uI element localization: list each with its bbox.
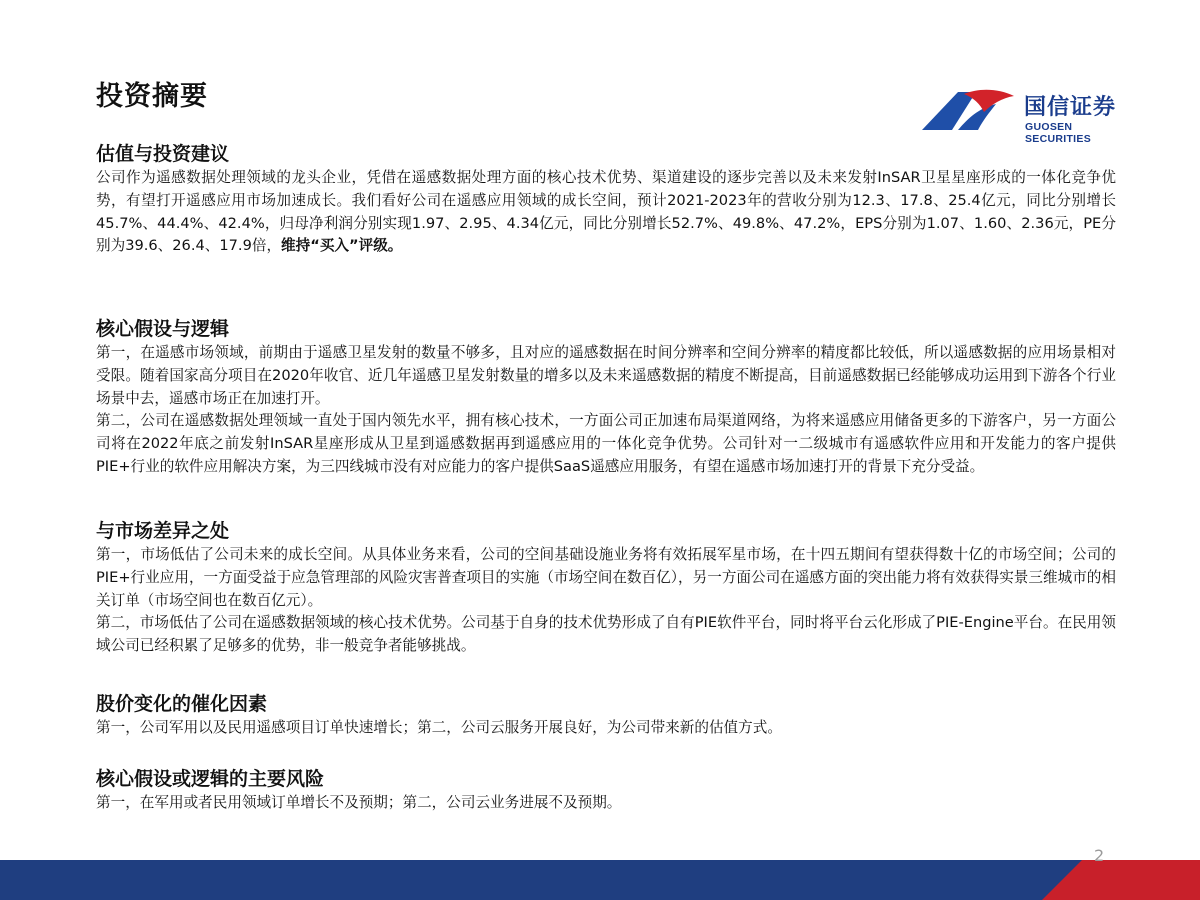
company-logo <box>918 80 1138 145</box>
footer-accent <box>1042 860 1082 900</box>
section-paragraph <box>96 167 1116 258</box>
section-core-logic <box>96 316 1116 479</box>
section-paragraph: 第二，市场低估了公司在遥感数据领域的核心技术优势。公司基于自身的技术优势形成了自有PIE软件平台，同时将平台云化形成了PIE-Engine平台。在民用领域公司已经积累了足够多的优势，非一般竞争者能够挑战。 <box>96 614 1116 655</box>
page-title: 投资摘要 <box>96 81 208 112</box>
section-valuation <box>96 141 1116 258</box>
section-heading: 核心假设或逻辑的主要风险 <box>96 768 325 790</box>
section-heading: 与市场差异之处 <box>96 520 230 542</box>
section-paragraph: 第一，在军用或者民用领域订单增长不及预期；第二，公司云业务进展不及预期。 <box>96 794 622 811</box>
logo-english-name: GUOSEN SECURITIES <box>1025 121 1092 145</box>
section-paragraph: 第一，市场低估了公司未来的成长空间。从具体业务来看，公司的空间基础设施业务将有效拓展军星市场，在十四五期间有望获得数十亿的市场空间；公司的PIE+行业应用，一方面受益于应急管理部的风险灾害普查项目的实施（市场空间在数百亿），另一方面公司在遥感方面的突出能力将有效获得实景三维城市的相关订单（市场空间也在数百亿元）。 <box>96 546 1116 609</box>
section-catalysts <box>96 691 1116 740</box>
section-paragraph: 第一，公司军用以及民用遥感项目订单快速增长；第二，公司云服务开展良好，为公司带来新的估值方式。 <box>96 719 782 736</box>
section-paragraph: 第二，公司在遥感数据处理领域一直处于国内领先水平，拥有核心技术，一方面公司正加速布局渠道网络，为将来遥感应用储备更多的下游客户，另一方面公司将在2022年底之前发射InSAR星座形成从卫星到遥感数据再到遥感应用的一体化竞争优势。公司针对一二级城市有遥感软件应用和开发能力的客户提供PIE+行业的软件应用解决方案，为三四线城市没有对应能力的客户提供SaaS遥感应用服务，有望在遥感市场加速打开的背景下充分受益。 <box>96 412 1116 475</box>
section-paragraph: 第一，在遥感市场领域，前期由于遥感卫星发射的数量不够多，且对应的遥感数据在时间分辨率和空间分辨率的精度都比较低，所以遥感数据的应用场景相对受限。随着国家高分项目在2020年收官、近几年遥感卫星发射数量的增多以及未来遥感数据的精度不断提高，目前遥感数据已经能够成功运用到下游各个行业场景中去，遥感市场正在加速打开。 <box>96 344 1116 407</box>
page-number: 2 <box>1094 846 1105 865</box>
section-heading: 核心假设与逻辑 <box>96 318 230 340</box>
rating-emphasis: 维持“买入”评级。 <box>281 237 403 255</box>
section-heading: 估值与投资建议 <box>96 143 230 165</box>
logo-chinese-name: 国信证券 <box>1024 95 1117 120</box>
guosen-logo-icon <box>918 86 1018 134</box>
paragraph-text: 公司作为遥感数据处理领域的龙头企业，凭借在遥感数据处理方面的核心技术优势、渠道建设的逐步完善以及未来发射InSAR卫星星座形成的一体化竞争优势，有望打开遥感应用市场加速成长。我们看好公司在遥感应用领域的成长空间，预计2021-2023年的营收分别为12.3、17.8、25.4亿元，同比分别增长45.7%、44.4%、42.4%，归母净利润分别实现1.97、2.95、4.34亿元，同比分别增长52.7%、49.8%、47.2%，EPS分别为1.07、1.60、2.36元，PE分别为39.6、26.4、17.9倍， <box>96 169 1116 255</box>
section-heading: 股价变化的催化因素 <box>96 693 268 715</box>
footer-bar <box>0 860 1200 900</box>
section-market-difference <box>96 518 1116 658</box>
section-risks <box>96 766 1116 815</box>
footer-accent-block <box>1082 860 1200 900</box>
